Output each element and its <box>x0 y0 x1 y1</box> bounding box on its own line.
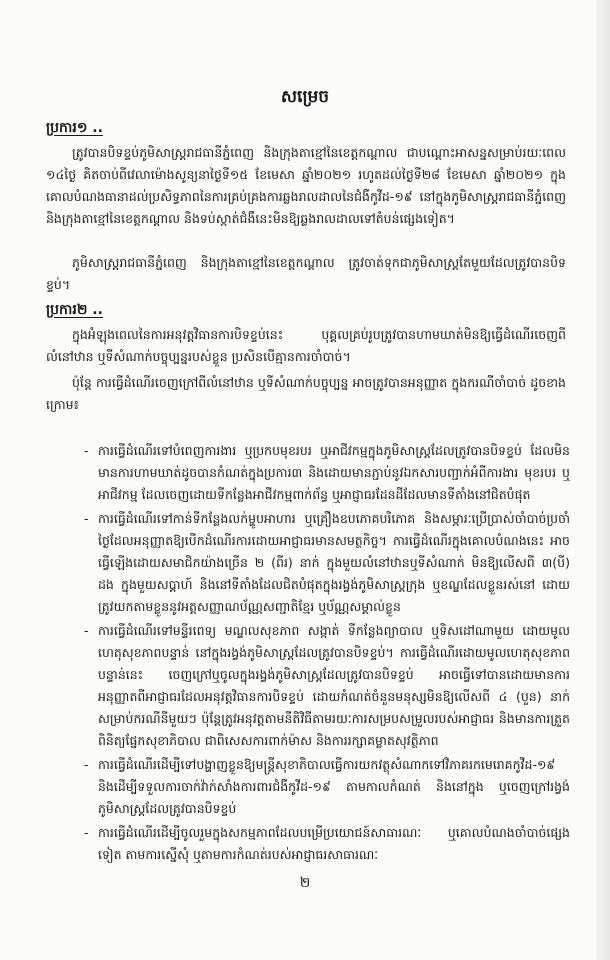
article-1-heading: ប្រការ១ .. <box>46 120 103 136</box>
article-2-paragraph-2: ប៉ុន្តែ ការធ្វើដំណើរចេញក្រៅពីលំនៅឋាន ឬទីសំណាក់បច្ចុប្បន្ន អាចត្រូវបានអនុញ្ញាត ក្នុងករណីចាំបាច់ ដូចខាងក្រោម៖ <box>46 375 566 412</box>
list-item: - ការធ្វើដំណើរដើម្បីទៅបង្ហាញខ្លួនឱ្យមន្ត្រីសុខាភិបាលធ្វើការយកវត្ថុសំណាកទៅវិភាគរកមេរោគកូវីដ-១៩ និងដើម្បីទទួលការចាក់វ៉ាក់សាំងការពារជំងឺកូវីដ-១៩ តាមកាលកំណត់ និងនៅក្នុង ឬចេញក្រៅរង្វង់ភូមិសាស្ត្រដែលត្រូវបានបិទខ្ទប់ <box>86 754 570 820</box>
list-item: - ការធ្វើដំណើរទៅមន្ទីរពេទ្យ មណ្ឌលសុខភាព សង្កាត់ ទីកន្លែងព្យាបាល ឬទិសដៅណាមួយ ដោយមូលហេតុសុខភាពបន្ទាន់ នៅក្នុងរង្វង់ភូមិសាស្ត្រដែលត្រូវបានបិទខ្ទប់។ ការធ្វើដំណើរដោយមូលហេតុសុខភាពបន្ទាន់នេះ ចេញក្រៅឬចូលក្នុងរង្វង់ភូមិសាស្ត្រដែលត្រូវបានបិទខ្ទប់ អាចធ្វើទៅបានដោយមានការអនុញ្ញាតពីអាជ្ញាធរដែលអនុវត្តវិធានការបិទខ្ទប់ ដោយកំណត់ចំនួនមនុស្សមិនឱ្យលើសពី ៤ (បួន) នាក់សម្រាប់ករណីនីមួយៗ ប៉ុន្តែត្រូវអនុវត្តតាមនីតិវិធីតាមរយៈការសម្របសម្រួលរបស់អាជ្ញាធរ និងមានការត្រួតពិនិត្យផ្នែកសុខាភិបាល ជាពិសេសការពាក់ម៉ាស និងការរក្សាគម្លាតសុវត្ថិភាព <box>86 620 570 752</box>
page-title: សម្រេច <box>280 87 330 107</box>
page-edge <box>596 0 610 960</box>
list-item: - ការធ្វើដំណើរទៅបំពេញការងារ ឬប្រកបមុខរបរ ឬអាជីវកម្មក្នុងភូមិសាស្ត្រដែលត្រូវបានបិទខ្ទប់ ដែលមិនមានការហាមឃាត់ដូចបានកំណត់ក្នុងប្រការ៣ និងដោយមានភ្ជាប់នូវឯកសារបញ្ជាក់អំពីការងារ មុខរបរ ឬអាជីវកម្ម ដែលចេញដោយទីកន្លែងអាជីវកម្មពាក់ព័ន្ធ ឬអាជ្ញាធរដែនដីដែលមានទីតាំងនៅជិតបំផុត <box>86 440 570 506</box>
exceptions-list <box>86 440 570 868</box>
list-item: - ការធ្វើដំណើរទៅកាន់ទីកន្លែងលក់ម្ហូបអាហារ ឬគ្រឿងឧបភោគបរិភោគ និងសម្ភារៈប្រើប្រាស់ចាំបាច់ប្រចាំថ្ងៃដែលអនុញ្ញាតឱ្យបើកដំណើរការដោយអាជ្ញាធរមានសមត្ថកិច្ច។ ការធ្វើដំណើរក្នុងគោលបំណងនេះ អាចធ្វើឡើងដោយសមាជិកយ៉ាងច្រើន ២ (ពីរ) នាក់ ក្នុងមួយលំនៅឋានឬទីសំណាក់ មិនឱ្យលើសពី ៣(បី) ដង ក្នុងមួយសប្ដាហ៍ និងនៅទីតាំងដែលជិតបំផុតក្នុងរង្វង់ភូមិសាស្ត្រក្រុង ឬខណ្ឌដែលខ្លួនរស់នៅ ដោយត្រូវយកតាមខ្លួននូវអត្តសញ្ញាណប័ណ្ណសញ្ជាតិខ្មែរ ឬប័ណ្ណសម្គាល់ខ្លួន <box>86 508 570 618</box>
page-number: ២ <box>299 875 311 891</box>
article-1-paragraph-1: ត្រូវបានបិទខ្ទប់ភូមិសាស្ត្ររាជធានីភ្នំពេញ និងក្រុងតាខ្មៅនៃខេត្តកណ្ដាល ជាបណ្ដោះអាសន្នសម្រាប់រយៈពេល ១៤ថ្ងៃ គិតចាប់ពីវេលាម៉ោងសូន្យនាថ្ងៃទី១៥ ខែមេសា ឆ្នាំ២០២១ រហូតដល់ថ្ងៃទី២៨ ខែមេសា ឆ្នាំ២០២១ ក្នុងគោលបំណងធានាដល់ប្រសិទ្ធភាពនៃការគ្រប់គ្រងការឆ្លងរាលដាលនៃជំងឺកូវីដ-១៩ នៅក្នុងភូមិសាស្ត្ររាជធានីភ្នំពេញ និងក្រុងតាខ្មៅនៃខេត្តកណ្ដាល និងទប់ស្កាត់ជំងឺនេះមិនឱ្យឆ្លងរាលដាលទៅតំបន់ផ្សេងទៀត។ <box>46 145 566 226</box>
article-1-paragraph-2: ភូមិសាស្ត្ររាជធានីភ្នំពេញ និងក្រុងតាខ្មៅនៃខេត្តកណ្ដាល ត្រូវចាត់ទុកជាភូមិសាស្ត្រតែមួយដែលត្រូវបានបិទខ្ទប់។ <box>46 255 566 292</box>
list-item: - ការធ្វើដំណើរដើម្បីចូលរួមក្នុងសកម្មភាពដែលបម្រើប្រយោជន៍សាធារណៈ ឬគោលបំណងចាំបាច់ផ្សេងទៀត តាមការស្នើសុំ ឬតាមការកំណត់របស់អាជ្ញាធរសាធារណៈ <box>86 822 570 866</box>
article-2-heading: ប្រការ២ .. <box>46 302 103 318</box>
article-2-paragraph-1: ក្នុងអំឡុងពេលនៃការអនុវត្តវិធានការបិទខ្ទប់នេះ បុគ្គលគ្រប់រូបត្រូវបានហាមឃាត់មិនឱ្យធ្វើដំណើរចេញពីលំនៅឋាន ឬទីសំណាក់បច្ចុប្បន្នរបស់ខ្លួន ប្រសិនបើគ្មានការចាំបាច់។ <box>46 327 566 364</box>
